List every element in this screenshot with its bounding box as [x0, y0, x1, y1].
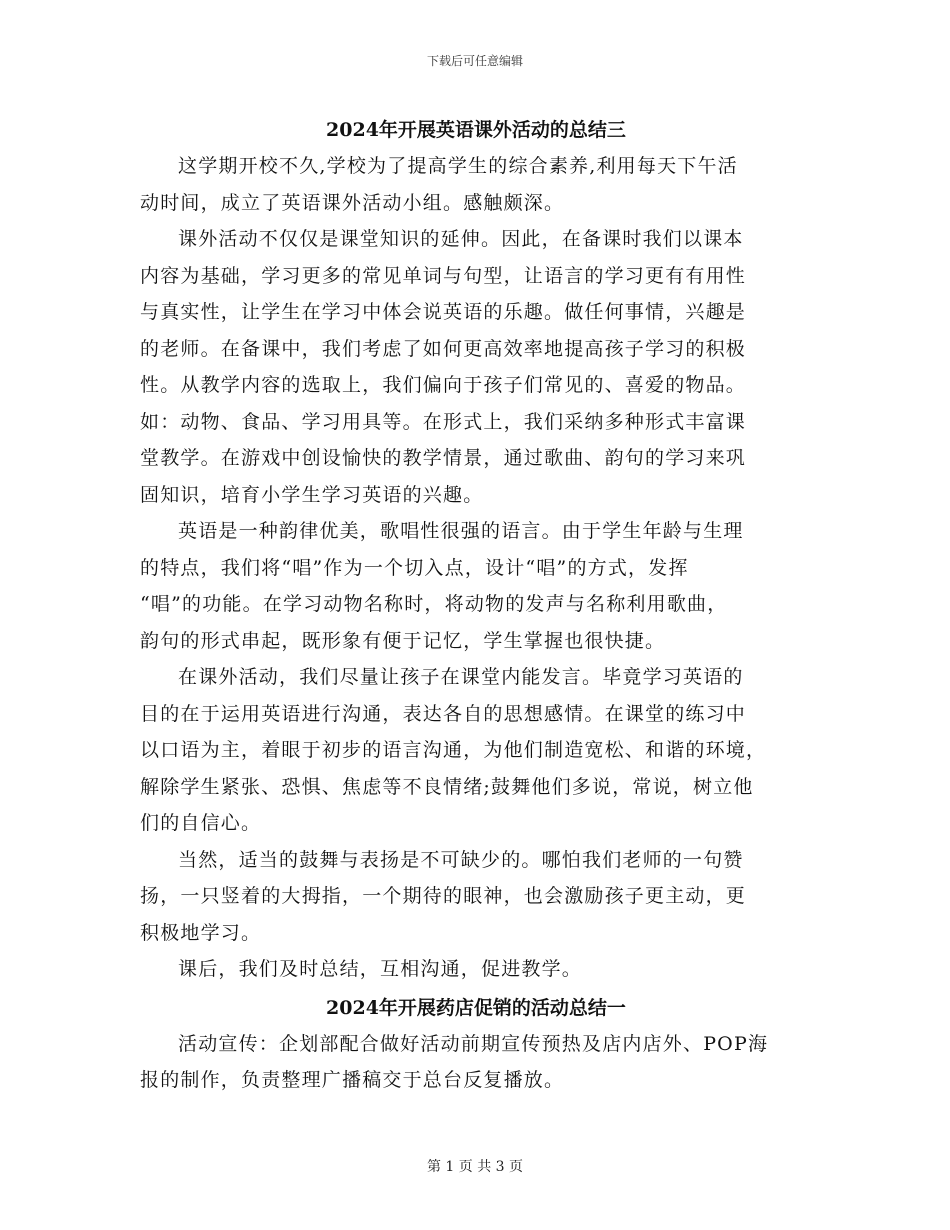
- section-1-body: [140, 148, 812, 988]
- paragraph-line: 以口语为主，着眼于初步的语言沟通，为他们制造宽松、和谐的环境，: [140, 739, 767, 761]
- paragraph-line: 积极地学习。: [140, 921, 262, 944]
- paragraph-line: 的老师。在备课中，我们考虑了如何更高效率地提高孩子学习的积极: [140, 337, 747, 360]
- section-2-body: [140, 1026, 812, 1099]
- paragraph-line: 英语是一种韵律优美，歌唱性很强的语言。由于学生年龄与生理: [178, 520, 744, 542]
- paragraph-line: 的特点，我们将“唱”作为一个切入点，设计“唱”的方式，发挥: [140, 556, 689, 579]
- paragraph-line: 们的自信心。: [140, 812, 262, 834]
- paragraph-line: 当然，适当的鼓舞与表扬是不可缺少的。哪怕我们老师的一句赞: [178, 848, 744, 871]
- paragraph-line: 活动宣传：企划部配合做好活动前期宣传预热及店内店外、POP海: [178, 1032, 769, 1055]
- paragraph: [140, 659, 812, 842]
- document-body: [140, 110, 812, 1099]
- paragraph: [140, 513, 812, 659]
- paragraph: [140, 221, 812, 513]
- page-footer: 第 1 页 共 3 页: [426, 1159, 524, 1175]
- paragraph-line: 这学期开校不久,学校为了提高学生的综合素养,利用每天下午活: [178, 155, 738, 177]
- paragraph-line: “唱”的功能。在学习动物名称时，将动物的发声与名称利用歌曲，: [140, 593, 728, 615]
- paragraph-line: 课外活动不仅仅是课堂知识的延伸。因此，在备课时我们以课本: [178, 228, 744, 250]
- paragraph-line: 固知识，培育小学生学习英语的兴趣。: [140, 483, 484, 506]
- paragraph-line: 目的在于运用英语进行沟通，表达各自的思想感情。在课堂的练习中: [140, 702, 747, 725]
- paragraph: [140, 951, 812, 988]
- paragraph-line: 性。从教学内容的选取上，我们偏向于孩子们常见的、喜爱的物品。: [140, 374, 747, 396]
- paragraph-line: 与真实性，让学生在学习中体会说英语的乐趣。做任何事情，兴趣是: [140, 301, 747, 323]
- paragraph: [140, 148, 812, 221]
- section-title: 2024年开展药店促销的活动总结一: [326, 996, 626, 1019]
- paragraph: [140, 1026, 812, 1099]
- paragraph-line: 动时间，成立了英语课外活动小组。感触颇深。: [140, 191, 565, 214]
- paragraph: [140, 842, 812, 952]
- paragraph-line: 解除学生紧张、恐惧、焦虑等不良情绪;鼓舞他们多说，常说，树立他: [140, 775, 754, 798]
- paragraph-line: 韵句的形式串起，既形象有便于记忆，学生掌握也很快捷。: [140, 629, 666, 652]
- page-header: 下载后可任意编辑: [426, 54, 523, 68]
- paragraph-line: 扬，一只竖着的大拇指，一个期待的眼神，也会激励孩子更主动，更: [140, 885, 747, 907]
- paragraph-line: 在课外活动，我们尽量让孩子在课堂内能发言。毕竟学习英语的: [178, 666, 744, 688]
- paragraph-line: 如：动物、食品、学习用具等。在形式上，我们采纳多种形式丰富课: [140, 410, 747, 433]
- paragraph-line: 课后，我们及时总结，互相沟通，促进教学。: [178, 958, 583, 980]
- paragraph-line: 内容为基础，学习更多的常见单词与句型，让语言的学习更有有用性: [140, 264, 747, 287]
- paragraph-line: 报的制作，负责整理广播稿交于总台反复播放。: [140, 1069, 565, 1091]
- section-title: 2024年开展英语课外活动的总结三: [326, 119, 626, 141]
- paragraph-line: 堂教学。在游戏中创设愉快的教学情景，通过歌曲、韵句的学习来巩: [140, 447, 747, 469]
